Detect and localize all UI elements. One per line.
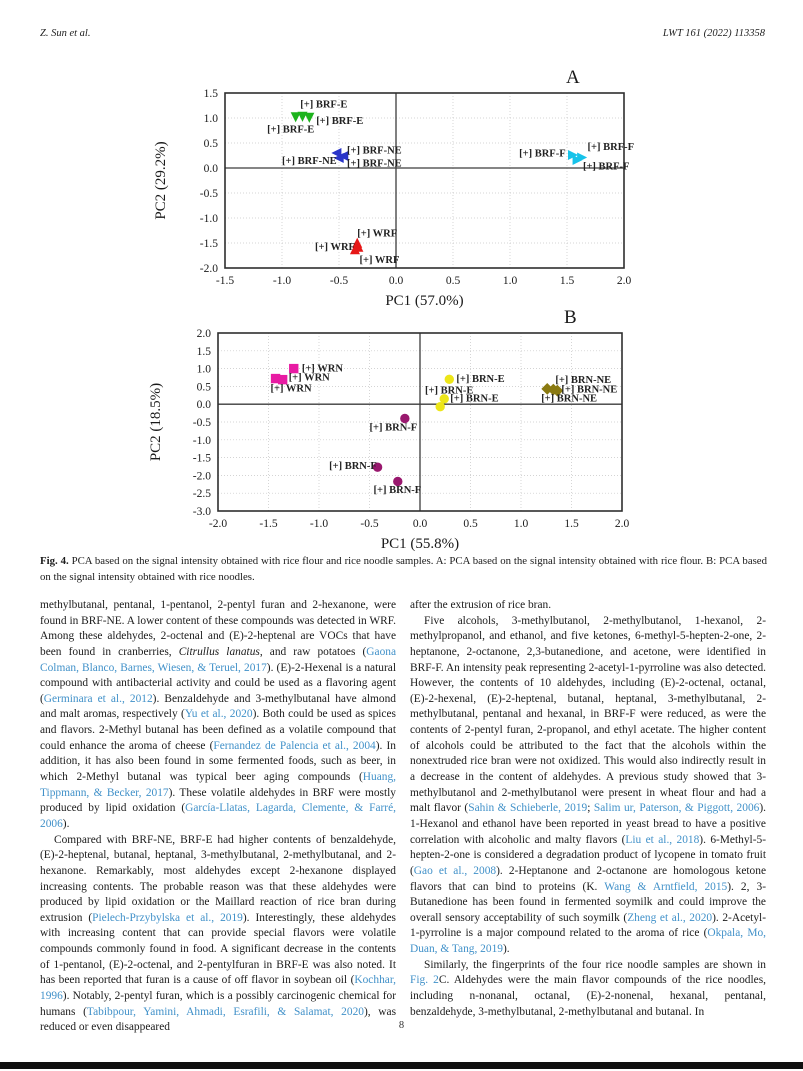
point-label: [+] BRF-NE <box>282 156 337 167</box>
svg-text:-2.0: -2.0 <box>199 263 218 275</box>
svg-text:2.0: 2.0 <box>616 275 632 287</box>
svg-text:-1.5: -1.5 <box>199 238 218 250</box>
pca-plot-b <box>145 308 642 558</box>
point-label: [+] WRF <box>359 255 400 266</box>
article-body <box>40 598 767 1036</box>
citation-link[interactable]: Huang, Tippmann, & Becker, 2017 <box>40 771 396 799</box>
svg-text:1.5: 1.5 <box>564 518 579 530</box>
svg-text:PC1 (57.0%): PC1 (57.0%) <box>385 293 464 309</box>
svg-text:0.0: 0.0 <box>203 163 218 175</box>
point-label: [+] WRN <box>301 363 343 375</box>
body-text: Compared with BRF-NE, BRF-E had higher contents of benzaldehyde, (E)-2-heptenal, butanal, heptanal, 3-methylbutanal, 2-methylbutanal, and 2-hexanone. Remarkably, most aldehydes except 2-hexanone displayed increasing contents. The probable reason was that these aldehydes were produced by lipid oxidation or the Maillard reaction of rice bran during extrusion ( <box>40 833 396 924</box>
figure-caption-label: Fig. 4. <box>40 555 69 567</box>
svg-text:-2.0: -2.0 <box>208 518 228 530</box>
svg-text:2.0: 2.0 <box>196 328 211 340</box>
body-text: , and raw potatoes ( <box>259 645 367 658</box>
point-label: [+] BRN-F <box>329 460 377 472</box>
svg-text:-1.0: -1.0 <box>192 434 211 447</box>
svg-text:-2.0: -2.0 <box>192 470 211 483</box>
point-label: [+] BRN-NE <box>561 384 618 396</box>
point-label: [+] BRF-F <box>587 142 635 153</box>
point-label: [+] WRF <box>357 228 398 240</box>
svg-text:0.5: 0.5 <box>196 381 211 394</box>
svg-text:PC2 (18.5%): PC2 (18.5%) <box>148 382 164 462</box>
svg-text:-2.5: -2.5 <box>192 488 211 501</box>
svg-text:-1.0: -1.0 <box>199 213 218 225</box>
point-label: [+] BRN-NE <box>541 393 598 405</box>
body-text: ). 2-Acetyl-1-pyrroline is a major compound related to the aroma of rice ( <box>410 911 766 940</box>
svg-text:-0.5: -0.5 <box>329 275 349 287</box>
svg-text:-1.5: -1.5 <box>192 452 211 465</box>
point-label: [+] BRF-NE <box>346 145 402 157</box>
point-label: [+] BRF-E <box>300 99 348 111</box>
body-text: ). <box>502 943 510 956</box>
running-head-journal: LWT 161 (2022) 113358 <box>662 28 765 39</box>
point-label: [+] BRN-F <box>369 422 418 434</box>
citation-link[interactable]: Wang & Arntfield, 2015 <box>604 880 728 893</box>
body-text: ). These volatile aldehydes in BRF were mostly produced by lipid oxidation ( <box>40 786 396 815</box>
point-label: [+] WRN <box>270 383 312 395</box>
body-text: ), was reduced or even disappeared <box>40 1005 397 1034</box>
point-label: [+] BRF-NE <box>346 158 402 170</box>
svg-text:0.5: 0.5 <box>203 138 218 150</box>
point-label: [+] BRN-F <box>373 485 422 497</box>
svg-text:A: A <box>566 68 580 88</box>
citation-link[interactable]: Kochhar, 1996 <box>40 974 396 1003</box>
citation-link[interactable]: Fig. 2 <box>410 974 439 987</box>
citation-link[interactable]: Zheng et al., 2020 <box>627 911 713 924</box>
body-text: ). Notably, 2-pentyl furan, which is a possibly carcinogenic chemical for humans ( <box>40 990 396 1018</box>
citation-link[interactable]: Yu et al., 2020 <box>184 708 253 721</box>
svg-text:1.0: 1.0 <box>196 363 211 376</box>
body-text: ). <box>62 817 70 830</box>
paragraph <box>40 833 396 1036</box>
svg-text:1.5: 1.5 <box>559 275 575 287</box>
svg-text:-0.5: -0.5 <box>199 188 218 200</box>
svg-text:PC2 (29.2%): PC2 (29.2%) <box>153 141 169 220</box>
svg-text:B: B <box>564 308 577 328</box>
citation-link[interactable]: Liu et al., 2018 <box>625 833 700 846</box>
paragraph <box>410 598 766 614</box>
text-column-left <box>40 598 396 1036</box>
figure-caption <box>40 553 767 585</box>
body-text: C. Aldehydes were the main flavor compounds of the rice noodles, including n-nonanal, octanal, (E)-2-nonenal, hexanal, pentanal, benzaldehyde, 3-methylbutanal, 2-methylbutanal and butanal. In <box>410 974 766 1018</box>
svg-text:1.5: 1.5 <box>203 88 218 100</box>
body-text: methylbutanal, pentanal, 1-pentanol, 2-pentyl furan and 2-hexanone, were found in BRF-NE. A lower content of these compounds was detected in WRF. Among these aldehydes, 2-octenal and (E)-2-heptenal are VOCs that have been found in cranberries, <box>40 599 396 658</box>
text-column-right <box>410 598 766 1036</box>
pca-plot-a <box>150 68 642 318</box>
point-label: [+] BRN-E <box>450 393 499 405</box>
point-label: [+] WRN <box>288 372 330 384</box>
point-label: [+] BRN-E <box>425 385 474 397</box>
point-label: [+] WRF <box>315 242 355 253</box>
svg-text:-1.0: -1.0 <box>272 275 292 287</box>
body-text: Five alcohols, 3-methylbutanol, 2-methylbutanol, 1-hexanol, 2-methylpropanol, and ethanol, and five ketones, 6-methyl-5-hepten-2-one, 2-heptanone, 2-octanone, 2,3-butanedione, and acetone, were identified in BRF-F. An intensity peak representing 2-acetyl-1-pyrroline was also detected. However, the contents of 10 aldehydes, including (E)-2-octenal, octanal, (E)-2-hexenal, (E)-2-heptenal, butanal, heptanal, 3-methylbutanal, 2-methylbutanal, pentanal and hexanal, in BRF-F were reduced, as were the contents of 2-pentyl furan, 2-propanol, and ethyl acetate. The higher content of alcohols could be attributed to the fact that the alcohols within the nonextruded rice bran were not oxidized. This would also indirectly result in a decrease in the content of aldehydes. A previous study showed that 3-methylbutanol and 2-methylbutanol were present in wheat flour and had a malt flavor ( <box>410 614 766 815</box>
svg-text:0.0: 0.0 <box>412 518 428 530</box>
svg-text:-1.5: -1.5 <box>215 275 235 287</box>
svg-text:0.5: 0.5 <box>463 518 478 530</box>
svg-text:-3.0: -3.0 <box>192 506 211 518</box>
body-text: ). 1-Hexanol and ethanol have been reported in yeast bread to have a positive correlation with alcoholic and malty flavors ( <box>410 802 766 846</box>
footer-bar <box>0 1062 803 1069</box>
running-head-authors: Z. Sun et al. <box>40 28 91 39</box>
body-text: after the extrusion of rice bran. <box>410 599 552 611</box>
paragraph <box>410 958 766 1021</box>
citation-link[interactable]: Tabibpour, Yamini, Ahmadi, Esrafili, & Salamat, 2020 <box>86 1005 364 1018</box>
point-label: [+] BRF-E <box>316 116 364 127</box>
point-label: [+] BRF-E <box>267 124 315 136</box>
running-head <box>40 28 765 39</box>
citation-link[interactable]: Fernandez de Palencia et al., 2004 <box>213 739 376 752</box>
body-text: ). Interestingly, these aldehydes with increasing content that can provide special flavors were volatile compounds commonly found in food. A significant decrease in the contents of 1-pentanol, (E)-2-octenal, and 2-pentylfuran in BRF-E was also noted. It has been reported that furan is a cause of off flavor in soybean oil ( <box>40 911 396 987</box>
body-text: ). (E)-2-Hexenal is a natural compound with antibacterial activity and could be used as a flavoring agent ( <box>40 661 396 705</box>
svg-text:0.0: 0.0 <box>196 399 211 412</box>
citation-link[interactable]: Sahin & Schieberle, 2019 <box>468 802 588 815</box>
svg-text:0.5: 0.5 <box>445 275 461 287</box>
svg-text:0.0: 0.0 <box>388 275 404 287</box>
italic-text: Citrullus lanatus <box>178 645 260 658</box>
svg-text:PC1 (55.8%): PC1 (55.8%) <box>380 536 460 552</box>
svg-text:1.0: 1.0 <box>502 275 518 287</box>
point-label: [+] BRF-F <box>519 148 566 160</box>
body-text: ; <box>587 802 594 815</box>
svg-text:-1.5: -1.5 <box>259 518 278 530</box>
body-text: ). 2-Heptanone and 2-octanone are homologous ketone flavors that can bind to proteins (K. <box>410 864 766 893</box>
citation-link[interactable]: Germinara et al., 2012 <box>43 692 153 705</box>
body-text: ). Both could be used as spices and flavors. 2-Methyl butanal has been defined as a volatile compound that could enhance the aroma of cheese ( <box>40 708 396 752</box>
body-text: Similarly, the fingerprints of the four rice noodle samples are shown in <box>424 958 766 971</box>
citation-link[interactable]: Pielech-Przybylska et al., 2019 <box>92 911 243 924</box>
svg-text:1.0: 1.0 <box>203 113 218 125</box>
svg-text:1.0: 1.0 <box>513 518 529 530</box>
svg-text:-0.5: -0.5 <box>360 518 379 530</box>
citation-link[interactable]: Gaona Colman, Blanco, Barnes, Wiesen, & Teruel, 2017 <box>40 645 397 674</box>
figure-caption-text: PCA based on the signal intensity obtained with rice flour and rice noodle samples. A: PCA based on the signal intensity obtained with rice flour. B: PCA based on the signal intensity obtained with rice noodles. <box>40 555 768 584</box>
point-label: [+] BRN-NE <box>555 374 612 386</box>
body-text: ). 6-Methyl-5-hepten-2-one is considered a degradation product of lycopene in tomato fruit ( <box>410 833 766 877</box>
svg-text:-1.0: -1.0 <box>309 518 329 530</box>
svg-text:1.5: 1.5 <box>196 345 211 358</box>
point-label: [+] BRF-F <box>582 161 630 173</box>
page-number: 8 <box>398 1020 405 1031</box>
citation-link[interactable]: Salim ur, Paterson, & Piggott, 2006 <box>593 802 760 815</box>
citation-link[interactable]: Okpala, Mo, Duan, & Tang, 2019 <box>410 927 766 956</box>
paragraph <box>40 598 396 833</box>
citation-link[interactable]: Gao et al., 2008 <box>413 864 497 877</box>
svg-text:2.0: 2.0 <box>614 518 630 530</box>
body-text: ). 2, 3-Butanedione has been found in fermented soymilk and could improve the overall sensory acceptability of such soymilk ( <box>410 880 766 924</box>
body-text: ). Benzaldehyde and 3-methylbutanal have almond and malt aromas, respectively ( <box>40 692 396 721</box>
citation-link[interactable]: García-Llatas, Lagarda, Clemente, & Farré, 2006 <box>40 802 396 830</box>
paragraph <box>410 614 766 958</box>
body-text: ). In addition, it has also been found in some fermented foods, such as beer, in which 2-Methyl butanal was typical beer aging compounds ( <box>40 739 396 784</box>
svg-text:-0.5: -0.5 <box>192 417 211 429</box>
point-label: [+] BRN-E <box>456 374 505 386</box>
